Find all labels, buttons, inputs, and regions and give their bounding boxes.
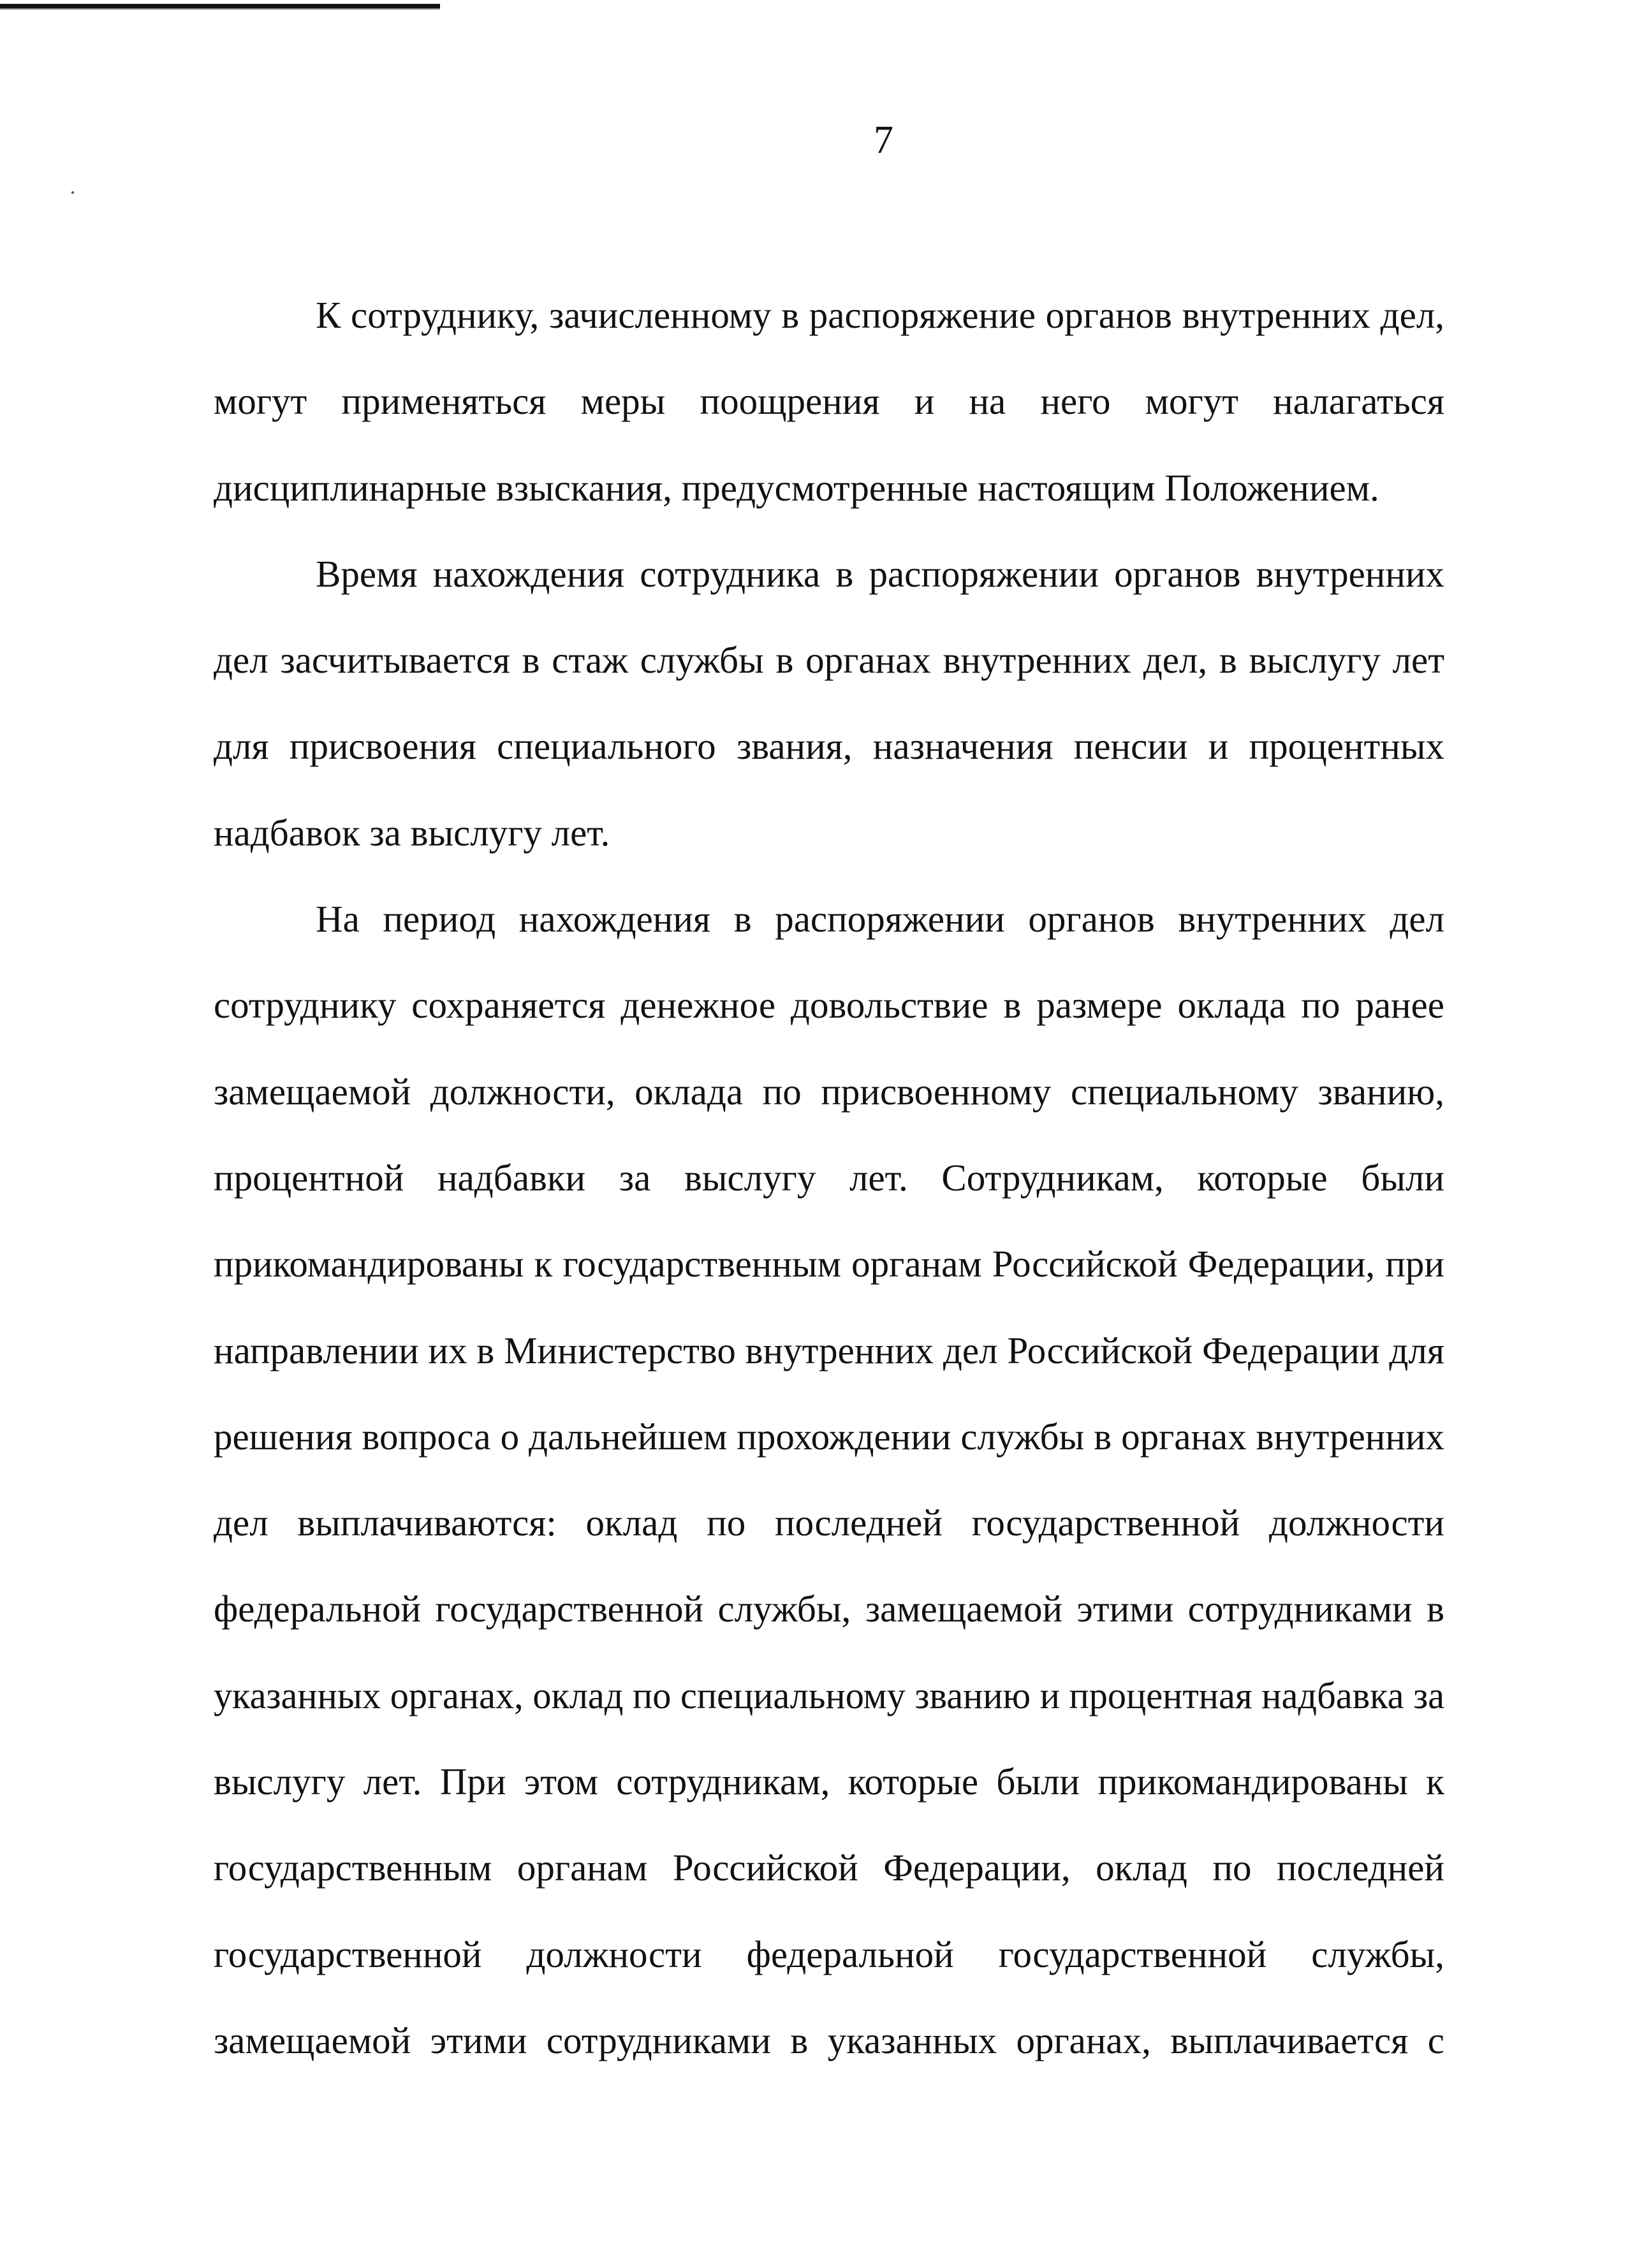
line-text: сотруднику сохраняется денежное довольствие в размере оклада по ранее [214,984,1444,1027]
paragraph-first-line [214,531,1444,617]
paragraph-line [214,1135,1444,1221]
paragraph-line [214,1653,1444,1739]
paragraph-line [214,1739,1444,1825]
paragraph-line [214,1049,1444,1135]
paragraph-line [214,1566,1444,1652]
line-text: могут применяться меры поощрения и на него могут налагаться [214,380,1444,423]
line-text: федеральной государственной службы, замещаемой этими сотрудниками в [214,1588,1444,1630]
paragraph-line [214,445,1444,531]
line-text: замещаемой этими сотрудниками в указанных органах, выплачивается с [214,2019,1444,2061]
line-text: дел выплачиваются: оклад по последней государственной должности [214,1502,1444,1544]
scan-edge-bar [0,4,440,8]
paragraph-line [214,1221,1444,1307]
page-number: 7 [874,119,893,162]
paragraph-line [214,703,1444,789]
line-text: надбавок за выслугу лет. [214,811,610,854]
paragraph-line [214,358,1444,444]
paragraph-line [214,1480,1444,1566]
scan-speck [71,191,74,194]
paragraph-line [214,1825,1444,1911]
line-text: дел засчитывается в стаж службы в органах внутренних дел, в выслугу лет [214,639,1445,682]
line-text: государственной должности федеральной государственной службы, [214,1933,1445,1975]
line-text: выслугу лет. При этом сотрудникам, которые были прикомандированы к [214,1760,1444,1803]
paragraph-line [214,962,1444,1048]
line-text: государственным органам Российской Федерации, оклад по последней [214,1847,1444,1889]
line-text: На период нахождения в распоряжении органов внутренних дел [316,898,1445,940]
paragraph-first-line [214,876,1444,962]
paragraph-line [214,1998,1444,2084]
line-text: замещаемой должности, оклада по присвоенному специальному званию, [214,1070,1444,1113]
document-body [214,272,1444,2084]
line-text: дисциплинарные взыскания, предусмотренные настоящим Положением. [214,466,1379,509]
paragraph-line [214,1308,1444,1394]
paragraph-line [214,617,1444,703]
line-text: указанных органах, оклад по специальному званию и процентная надбавка за [214,1674,1445,1716]
line-text: Время нахождения сотрудника в распоряжении органов внутренних [316,552,1445,595]
scan-edge-bar-shadow [0,8,440,10]
paragraph-line [214,1912,1444,1998]
line-text: К сотруднику, зачисленному в распоряжение органов внутренних дел, [316,294,1445,336]
paragraph-first-line [214,272,1444,358]
line-text: прикомандированы к государственным органам Российской Федерации, при [214,1243,1445,1285]
paragraph-line [214,790,1444,876]
line-text: процентной надбавки за выслугу лет. Сотрудникам, которые были [214,1156,1444,1199]
line-text: для присвоения специального звания, назначения пенсии и процентных [214,725,1445,768]
line-text: решения вопроса о дальнейшем прохождении службы в органах внутренних [214,1415,1444,1458]
paragraph-line [214,1394,1444,1480]
line-text: направлении их в Министерство внутренних дел Российской Федерации для [214,1329,1445,1372]
